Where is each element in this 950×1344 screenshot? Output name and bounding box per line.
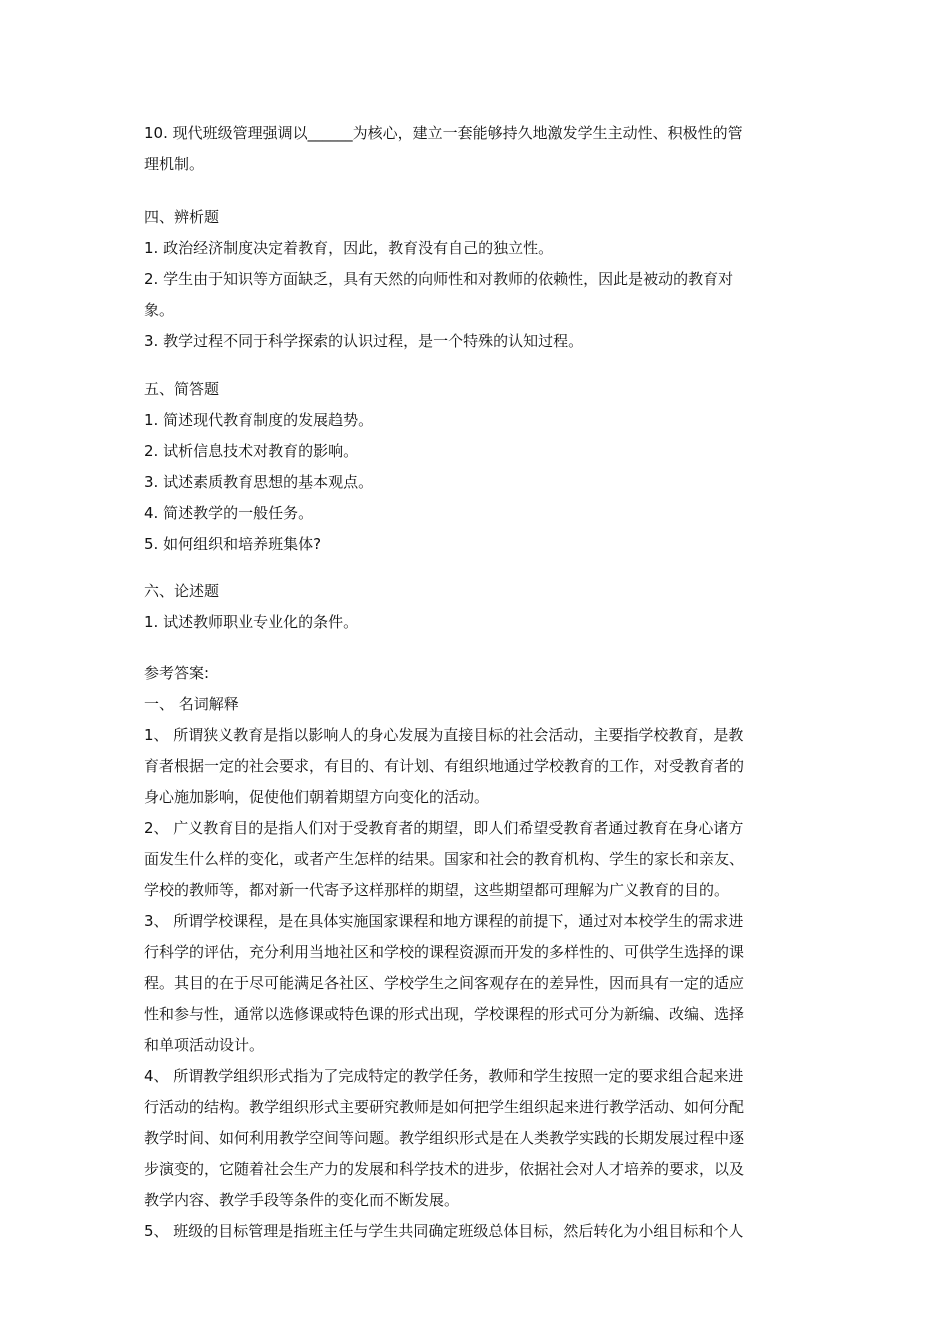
answer-line: 育者根据一定的社会要求，有目的、有计划、有组织地通过学校教育的工作，对受教育者的	[144, 757, 745, 775]
answer-line: 和单项活动设计。	[144, 1036, 265, 1054]
answer-line: 面发生什么样的变化，或者产生怎样的结果。国家和社会的教育机构、学生的家长和亲友、	[144, 850, 745, 868]
question-10	[144, 118, 816, 180]
question-10-line-2: 理机制。	[144, 155, 205, 173]
list-item: 3. 教学过程不同于科学探索的认识过程，是一个特殊的认知过程。	[144, 332, 584, 350]
answer-blank: ______	[307, 124, 353, 142]
question-10-suffix: 为核心，建立一套能够持久地激发学生主动性、积极性的管	[352, 124, 743, 142]
list-item: 3. 试述素质教育思想的基本观点。	[144, 473, 374, 491]
answer-line: 步演变的，它随着社会生产力的发展和科学技术的进步，依据社会对人才培养的要求，以及	[144, 1160, 745, 1178]
answer-line: 1、 所谓狭义教育是指以影响人的身心发展为直接目标的社会活动，主要指学校教育，是教	[144, 726, 744, 744]
question-10-prefix: 10. 现代班级管理强调以	[144, 124, 308, 142]
section-title: 五、简答题	[144, 380, 220, 398]
answer-line: 教学时间、如何利用教学空间等问题。教学组织形式是在人类教学实践的长期发展过程中逐	[144, 1129, 745, 1147]
answers-subtitle: 一、 名词解释	[144, 695, 239, 713]
section-title: 四、辨析题	[144, 208, 220, 226]
answer-line: 2、 广义教育目的是指人们对于受教育者的期望，即人们希望受教育者通过教育在身心诸方	[144, 819, 744, 837]
list-item-continuation: 象。	[144, 301, 175, 319]
list-item: 1. 政治经济制度决定着教育，因此，教育没有自己的独立性。	[144, 239, 554, 257]
section-short-answer	[144, 374, 816, 560]
reference-answers	[144, 658, 816, 1247]
question-10-line-1	[144, 118, 816, 149]
list-item: 1. 简述现代教育制度的发展趋势。	[144, 411, 374, 429]
answer-line: 性和参与性，通常以选修课或特色课的形式出现，学校课程的形式可分为新编、改编、选择	[144, 1005, 745, 1023]
answer-line: 行活动的结构。教学组织形式主要研究教师是如何把学生组织起来进行教学活动、如何分配	[144, 1098, 745, 1116]
list-item: 5. 如何组织和培养班集体?	[144, 535, 322, 553]
list-item: 2. 试析信息技术对教育的影响。	[144, 442, 359, 460]
section-title: 六、论述题	[144, 582, 220, 600]
answer-line: 身心施加影响，促使他们朝着期望方向变化的活动。	[144, 788, 490, 806]
answer-line: 教学内容、教学手段等条件的变化而不断发展。	[144, 1191, 460, 1209]
answer-line: 5、 班级的目标管理是指班主任与学生共同确定班级总体目标，然后转化为小组目标和个人	[144, 1222, 744, 1240]
section-discrimination	[144, 202, 816, 357]
section-essay	[144, 576, 816, 638]
list-item: 1. 试述教师职业专业化的条件。	[144, 613, 359, 631]
list-item: 2. 学生由于知识等方面缺乏，具有天然的向师性和对教师的依赖性，因此是被动的教育对	[144, 270, 734, 288]
answer-line: 程。其目的在于尽可能满足各社区、学校学生之间客观存在的差异性，因而具有一定的适应	[144, 974, 745, 992]
answers-title: 参考答案:	[144, 664, 210, 682]
answer-line: 学校的教师等，都对新一代寄予这样那样的期望，这些期望都可理解为广义教育的目的。	[144, 881, 730, 899]
answer-line: 3、 所谓学校课程，是在具体实施国家课程和地方课程的前提下，通过对本校学生的需求进	[144, 912, 744, 930]
answer-line: 行科学的评估，充分利用当地社区和学校的课程资源而开发的多样性的、可供学生选择的课	[144, 943, 745, 961]
list-item: 4. 简述教学的一般任务。	[144, 504, 314, 522]
answer-line: 4、 所谓教学组织形式指为了完成特定的教学任务，教师和学生按照一定的要求组合起来进	[144, 1067, 744, 1085]
